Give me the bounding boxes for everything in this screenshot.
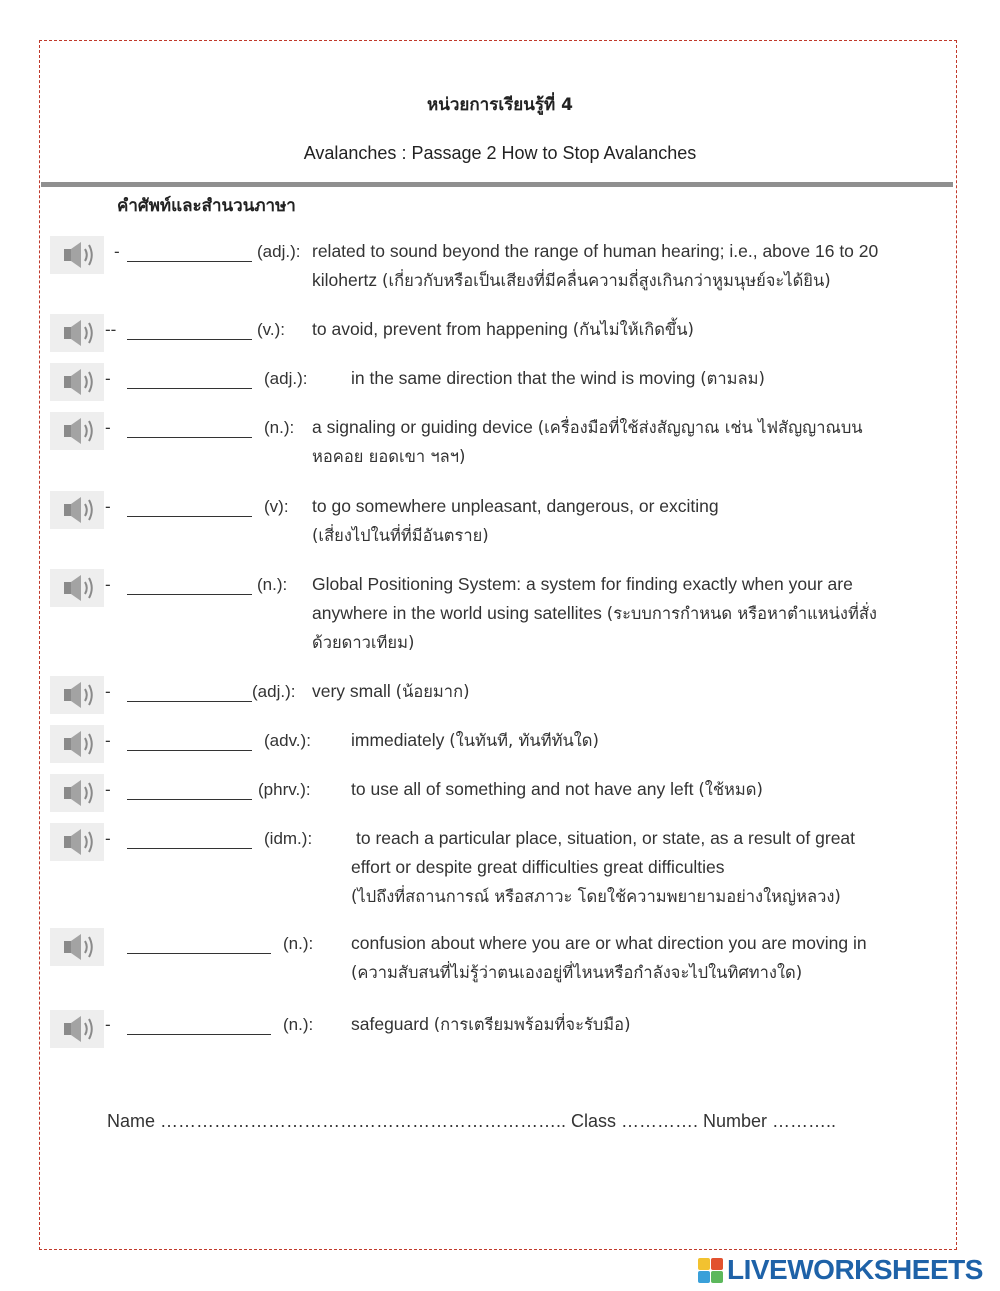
speaker-button-5[interactable]: [50, 491, 104, 529]
header-divider: [41, 182, 953, 187]
brand-text: LIVEWORKSHEETS: [727, 1254, 983, 1285]
passage-subtitle: Avalanches : Passage 2 How to Stop Avalanches: [303, 143, 697, 163]
answer-blank-8[interactable]: [127, 732, 252, 751]
item-dash: -: [105, 1015, 111, 1034]
definition: to go somewhere unpleasant, dangerous, or exciting: [312, 496, 719, 516]
speaker-icon: [55, 571, 99, 605]
item-dash: -: [114, 242, 120, 261]
part-of-speech: (v):: [264, 497, 289, 516]
answer-blank-9[interactable]: [127, 781, 252, 800]
part-of-speech: (n.):: [257, 575, 288, 594]
part-of-speech: (adj.):: [257, 242, 301, 261]
speaker-icon: [55, 776, 99, 810]
definition: immediately (ในทันที, ทันทีทันใด): [351, 730, 599, 750]
unit-title: หน่วยการเรียนรู้ที่ 4: [427, 95, 573, 115]
speaker-icon: [55, 930, 99, 964]
definition: related to sound beyond the range of human hearing; i.e., above 16 to 20: [312, 241, 879, 261]
speaker-button-10[interactable]: [50, 823, 104, 861]
definition-th: (ความสับสนที่ไม่รู้ว่าตนเองอยู่ที่ไหนหรือกำลังจะไปในทิศทางใด): [351, 963, 803, 982]
speaker-icon: [55, 316, 99, 350]
answer-blank-6[interactable]: [127, 576, 252, 595]
definition-cont2: ด้วยดาวเทียม): [312, 633, 415, 652]
speaker-button-12[interactable]: [50, 1010, 104, 1048]
answer-blank-7[interactable]: [127, 683, 252, 702]
speaker-button-4[interactable]: [50, 412, 104, 450]
speaker-icon: [55, 493, 99, 527]
item-dash: -: [105, 575, 111, 594]
answer-blank-12[interactable]: [127, 1016, 271, 1035]
definition-th: (เสี่ยงไปในที่ที่มีอันตราย): [312, 526, 489, 545]
item-dash: -: [105, 418, 111, 437]
item-dash: -: [105, 829, 111, 848]
definition: Global Positioning System: a system for finding exactly when your are: [312, 574, 853, 594]
answer-blank-5[interactable]: [127, 498, 252, 517]
part-of-speech: (n.):: [283, 934, 314, 953]
definition-cont: หอคอย ยอดเขา ฯลฯ): [312, 447, 466, 466]
section-title: คำศัพท์และสำนวนภาษา: [117, 196, 296, 216]
part-of-speech: (n.):: [264, 418, 295, 437]
part-of-speech: (phrv.):: [258, 780, 311, 799]
speaker-icon: [55, 1012, 99, 1046]
student-info-line: Name ………………………………………………………….. Class …………. Number ………..: [107, 1111, 837, 1131]
definition: confusion about where you are or what direction you are moving in: [351, 933, 867, 953]
answer-blank-10[interactable]: [127, 830, 252, 849]
definition: a signaling or guiding device (เครื่องมือที่ใช้ส่งสัญญาณ เช่น ไฟสัญญาณบน: [312, 417, 863, 437]
item-dash: -: [105, 682, 111, 701]
speaker-button-2[interactable]: [50, 314, 104, 352]
speaker-icon: [55, 238, 99, 272]
definition: safeguard (การเตรียมพร้อมที่จะรับมือ): [351, 1014, 631, 1034]
speaker-icon: [55, 414, 99, 448]
answer-blank-3[interactable]: [127, 370, 252, 389]
speaker-icon: [55, 365, 99, 399]
definition: in the same direction that the wind is moving (ตามลม): [351, 368, 765, 388]
definition: very small (น้อยมาก): [312, 681, 470, 701]
logo-blocks-icon: [698, 1258, 723, 1283]
item-dash: -: [105, 731, 111, 750]
speaker-button-8[interactable]: [50, 725, 104, 763]
part-of-speech: (v.):: [257, 320, 286, 339]
part-of-speech: (adv.):: [264, 731, 311, 750]
liveworksheets-logo: [698, 1255, 983, 1285]
speaker-icon: [55, 825, 99, 859]
speaker-button-9[interactable]: [50, 774, 104, 812]
answer-blank-11[interactable]: [127, 935, 271, 954]
speaker-button-11[interactable]: [50, 928, 104, 966]
item-dash: -: [105, 369, 111, 388]
speaker-button-7[interactable]: [50, 676, 104, 714]
part-of-speech: (adj.):: [264, 369, 308, 388]
definition-cont: anywhere in the world using satellites (ระบบการกำหนด หรือหาตำแหน่งที่สั่ง: [312, 603, 877, 623]
definition-cont: effort or despite great difficulties great difficulties: [351, 857, 725, 877]
definition-cont: kilohertz (เกี่ยวกับหรือเป็นเสียงที่มีคลื่นความถี่สูงเกินกว่าหูมนุษย์จะได้ยิน): [312, 270, 831, 290]
speaker-button-6[interactable]: [50, 569, 104, 607]
item-dash: -: [105, 780, 111, 799]
answer-blank-2[interactable]: [127, 321, 252, 340]
answer-blank-4[interactable]: [127, 419, 252, 438]
definition: to use all of something and not have any left (ใช้หมด): [351, 779, 763, 799]
answer-blank-1[interactable]: [127, 243, 252, 262]
speaker-button-1[interactable]: [50, 236, 104, 274]
speaker-button-3[interactable]: [50, 363, 104, 401]
definition: to avoid, prevent from happening (กันไม่ให้เกิดขึ้น): [312, 319, 694, 339]
part-of-speech: (adj.):: [252, 682, 296, 701]
part-of-speech: (idm.):: [264, 829, 313, 848]
definition: to reach a particular place, situation, or state, as a result of great: [356, 828, 856, 848]
item-dash: --: [105, 320, 117, 339]
item-dash: -: [105, 497, 111, 516]
speaker-icon: [55, 727, 99, 761]
definition-th: (ไปถึงที่สถานการณ์ หรือสภาวะ โดยใช้ความพยายามอย่างใหญ่หลวง): [351, 887, 841, 906]
speaker-icon: [55, 678, 99, 712]
part-of-speech: (n.):: [283, 1015, 314, 1034]
